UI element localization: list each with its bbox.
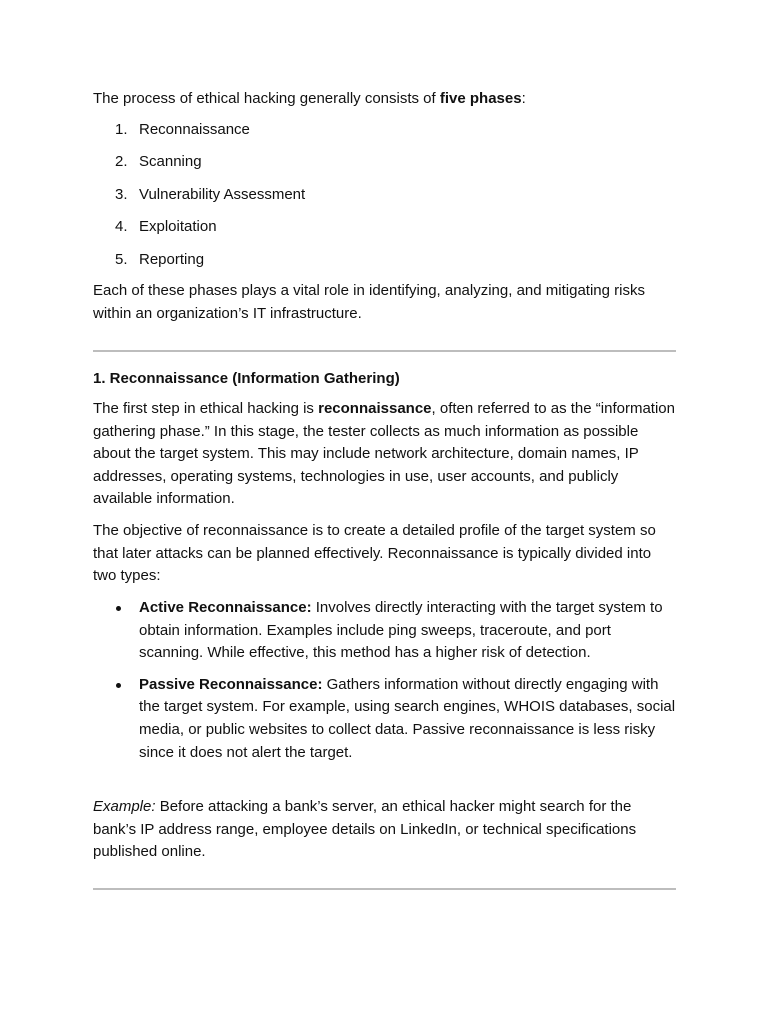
phase-label: Scanning	[139, 153, 202, 171]
paragraph-text: The first step in ethical hacking is	[93, 400, 319, 417]
phase-number: 1.	[115, 121, 128, 138]
section-heading: 1. Reconnaissance (Information Gathering)	[93, 370, 400, 387]
phase-label: Reporting	[139, 250, 205, 268]
intro-colon: :	[521, 90, 526, 107]
reconnaissance-intro-paragraph	[93, 398, 676, 511]
phase-item	[93, 249, 676, 281]
intro-paragraph	[93, 88, 676, 111]
reconnaissance-types-list	[93, 597, 676, 764]
horizontal-divider	[93, 888, 676, 890]
example-label: Example:	[93, 798, 156, 815]
phase-item	[93, 119, 676, 151]
intro-emphasis: five phases	[439, 90, 522, 107]
example-text: Before attacking a bank’s server, an ethical hacker might search for the bank’s IP address range, employee details on LinkedIn, or technical specifications published online.	[93, 798, 637, 861]
intro-text: The process of ethical hacking generally consists of	[93, 90, 440, 107]
phase-label: Vulnerability Assessment	[139, 185, 306, 203]
bullet-term: Passive Reconnaissance:	[139, 675, 323, 693]
phase-number: 5.	[115, 250, 128, 268]
bullet-icon	[116, 606, 121, 611]
paragraph-text: , often referred to as the “information gathering phase.” In this stage, the tester collects as much information as possible about the target system. This may include network architecture, domain names, IP addresses, operating systems, technologies in use, user accounts, and publicly available information.	[93, 400, 675, 508]
phase-label: Exploitation	[139, 218, 217, 236]
list-item	[93, 597, 676, 665]
phase-item	[93, 216, 676, 248]
phase-number: 3.	[115, 185, 128, 203]
phase-number: 4.	[115, 218, 128, 236]
horizontal-divider	[93, 350, 676, 352]
phase-label: Reconnaissance	[139, 121, 250, 138]
bullet-text: Gathers information without directly engaging with the target system. For example, using search engines, WHOIS databases, social media, or public websites to collect data. Passive reconnaissance is less risky since it does not alert the target.	[139, 675, 676, 761]
phases-summary: Each of these phases plays a vital role in identifying, analyzing, and mitigating risks within an organization’s IT infrastructure.	[93, 282, 645, 322]
bullet-icon	[116, 683, 121, 688]
paragraph-emphasis: reconnaissance	[318, 400, 432, 417]
example-paragraph	[93, 796, 676, 864]
bullet-term: Active Reconnaissance:	[139, 599, 312, 616]
phase-number: 2.	[115, 153, 128, 171]
reconnaissance-objective-paragraph: The objective of reconnaissance is to create a detailed profile of the target system so that later attacks can be planned effectively. Reconnaissance is typically divided into two types:	[93, 522, 656, 585]
list-item	[93, 674, 676, 764]
bullet-text: Involves directly interacting with the target system to obtain information. Examples include ping sweeps, traceroute, and port scanning. While effective, this method has a higher risk of detection.	[139, 599, 663, 662]
phase-item	[93, 184, 676, 216]
phase-list	[93, 119, 676, 281]
phase-item	[93, 151, 676, 183]
